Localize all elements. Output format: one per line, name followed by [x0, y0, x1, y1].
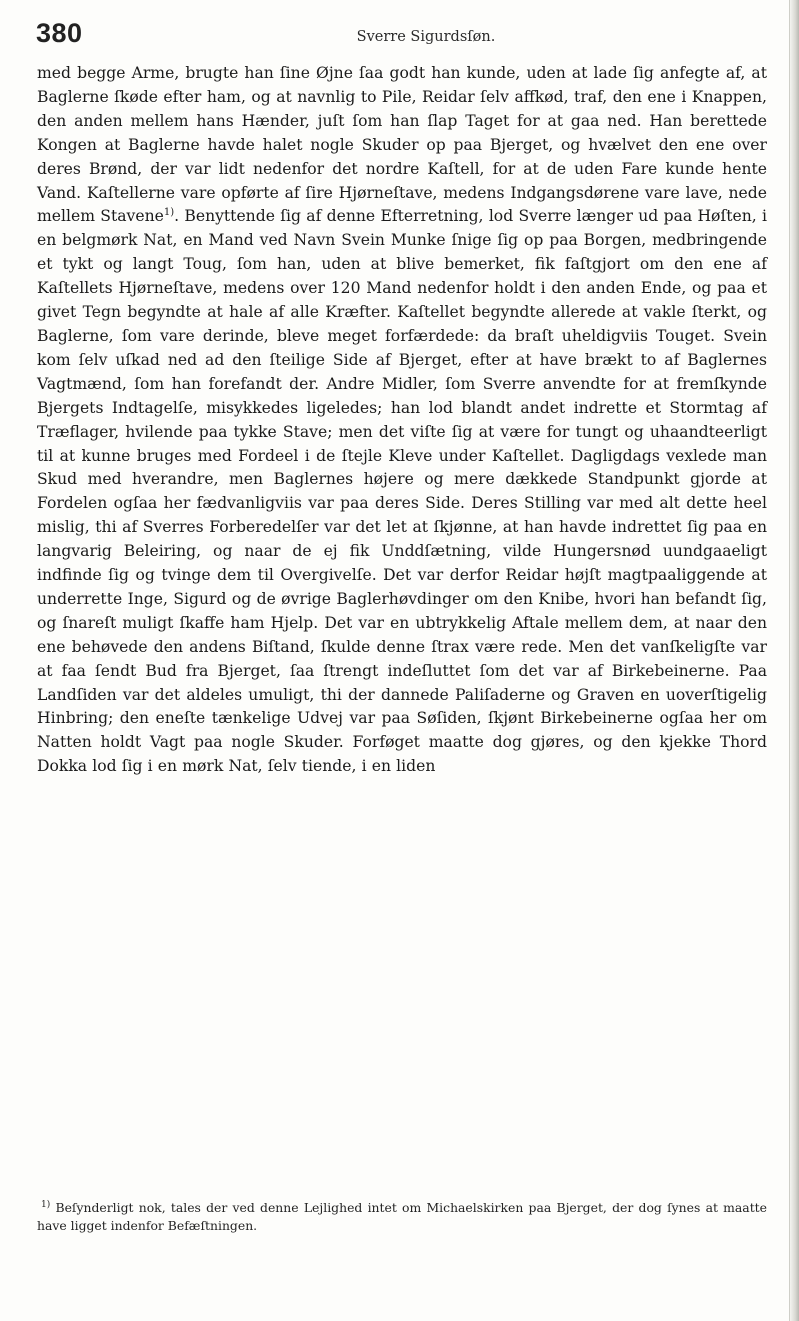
- running-head: Sverre Sigurdsſøn.: [356, 29, 496, 45]
- body-text-part-1: med begge Arme, brugte han ſine Øjne ſaa godt han kunde, uden at lade ſig anfegte af, at Baglerne ſkøde efter ham, og at navnlig to Pile, Reidar ſelv affkød, traf, den ene i Knappen, den anden mellem hans Hænder, juſt ſom han ſlap Taget for at gaa ned. Han berettede Kongen at Baglerne havde halet nogle Skuder op paa Bjerget, og hvælvet den ene over deres Brønd, der var lidt nedenfor det nordre Kaſtell, for at de uden Fare kunde hente Vand. Kaſtellerne vare opførte af ſire Hjørneſtave, medens Indgangsdørene vare lave, nede mellem Stavene: [37, 64, 767, 226]
- footnote-text: Beſynderligt nok, tales der ved denne Lejlighed intet om Michaelskirken paa Bjerget, der dog ſynes at maatte have ligget indenfor Befæſtningen.: [37, 1200, 767, 1233]
- footnote: [37, 1199, 767, 1235]
- page-edge-shadow: [789, 0, 799, 1321]
- footnote-marker: 1): [41, 1199, 51, 1210]
- footnote-reference[interactable]: 1): [163, 207, 175, 219]
- body-text-part-2: . Benyttende ſig af denne Efterretning, lod Sverre længer ud paa Høſten, i en belgmørk Nat, en Mand ved Navn Svein Munke ſnige ſig op paa Borgen, medbringende et tykt og langt Toug, ſom han, uden at blive bemerket, fik faſtgjort om den ene af Kaſtellets Hjørneſtave, medens over 120 Mand nedenfor holdt i den anden Ende, og paa et givet Tegn begyndte at hale af alle Kræfter. Kaſtellet begyndte allerede at vakle ſterkt, og Baglerne, ſom vare derinde, bleve meget forfærdede: da braſt uheldigviis Touget. Svein kom ſelv uſkad ned ad den ſteilige Side af Bjerget, efter at have brækt to af Baglernes Vagtmænd, ſom han forefandt der. Andre Midler, ſom Sverre anvendte for at fremſkynde Bjergets Indtagelſe, misykkedes ligeledes; han lod blandt andet indrette et Stormtag af Træflager, hvilende paa tykke Stave; men det viſte ſig at være for tungt og uhaandteerligt til at kunne bruges med Fordeel i de ſtejle Kleve under Kaſtellet. Dagligdags vexlede man Skud med hverandre, men Baglernes højere og mere dækkede Standpunkt gjorde at Fordelen ogſaa her fædvanligviis var paa deres Side. Deres Stilling var med alt dette heel mislig, thi af Sverres Forberedelſer var det let at ſkjønne, at han havde indrettet ſig paa en langvarig Beleiring, og naar de ej fik Unddſætning, vilde Hungersnød uundgaaeligt indfinde ſig og tvinge dem til Overgivelſe. Det var derfor Reidar højſt magtpaaliggende at underrette Inge, Sigurd og de øvrige Baglerhøvdinger om den Knibe, hvori han befandt ſig, og ſnareſt muligt ſkaffe ham Hjelp. Det var en ubtrykkelig Aftale mellem dem, at naar den ene behøvede den andens Biſtand, ſkulde denne ſtrax være rede. Men det vanſkeligſte var at faa ſendt Bud fra Bjerget, ſaa ſtrengt indeſluttet ſom det var af Birkebeinerne. Paa Landſiden var det aldeles umuligt, thi der dannede Paliſaderne og Graven en uoverſtigelig Hinbring; den eneſte tænkelige Udvej var paa Søſiden, ſkjønt Birkebeinerne ogſaa her om Natten holdt Vagt paa nogle Skuder. Forføget maatte dog gjøres, og den kjekke Thord Dokka lod ſig i en mørk Nat, ſelv tiende, i en liden: [37, 207, 767, 776]
- body-paragraph: [37, 62, 767, 779]
- page-header: [36, 18, 776, 58]
- page-number: 380: [36, 18, 83, 48]
